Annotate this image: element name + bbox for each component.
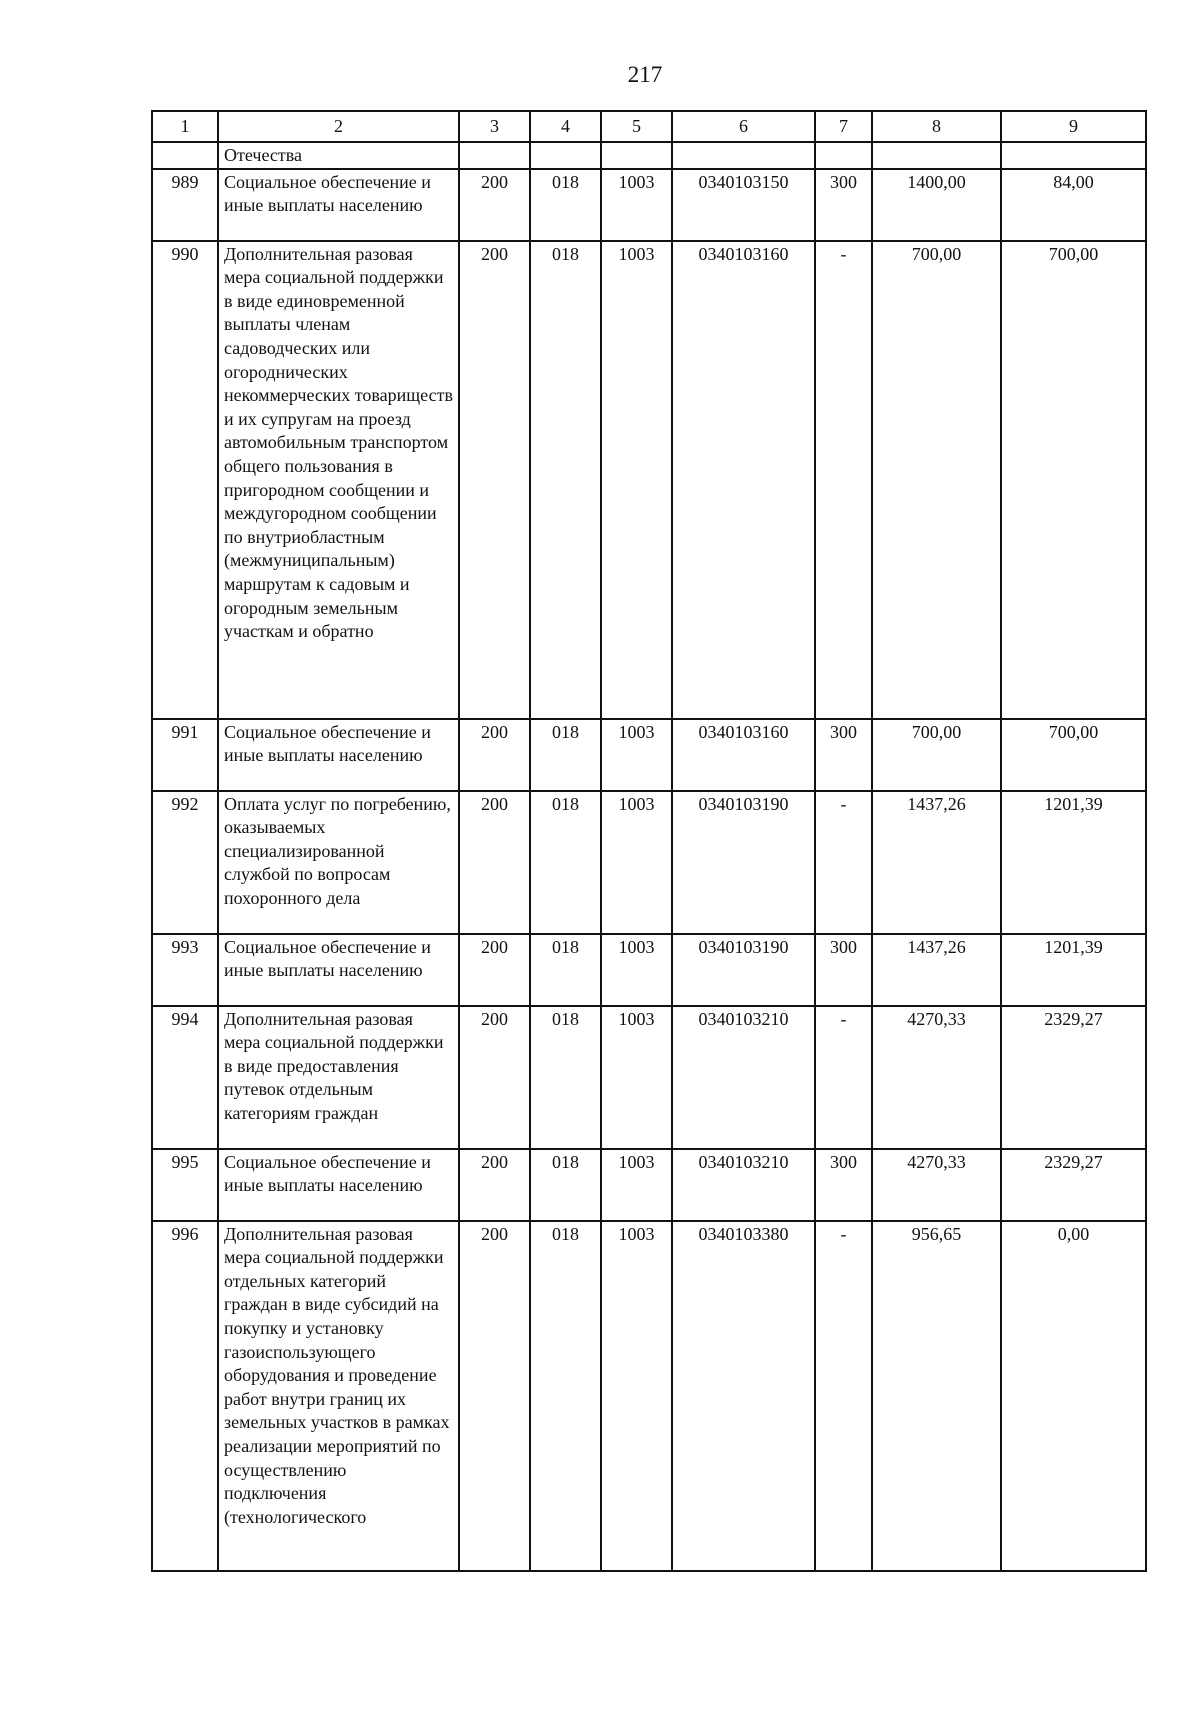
cell-col5: 1003	[601, 1006, 672, 1149]
cell-col6: 0340103150	[672, 169, 815, 241]
table-row	[152, 791, 1146, 934]
cell-col7: -	[815, 1006, 872, 1149]
table-header-row	[152, 111, 1146, 142]
cell-col7: 300	[815, 1149, 872, 1221]
row-description: Социальное обеспечение и иные выплаты населению	[218, 719, 459, 791]
column-header: 8	[872, 111, 1001, 142]
column-header: 4	[530, 111, 601, 142]
cell-col8: 1437,26	[872, 934, 1001, 1006]
column-header: 5	[601, 111, 672, 142]
cell-col3: 200	[459, 1149, 530, 1221]
cell-col3: 200	[459, 1006, 530, 1149]
cell-col8: 956,65	[872, 1221, 1001, 1571]
cell-col3: 200	[459, 791, 530, 934]
cell-col4: 018	[530, 934, 601, 1006]
row-description: Дополнительная разовая мера социальной поддержки отдельных категорий граждан в виде субсидий на покупку и установку газоиспользующего оборудования и проведение работ внутри границ их земельных участков в рамках реализации мероприятий по осуществлению подключения (технологического	[218, 1221, 459, 1571]
cell-col3: 200	[459, 934, 530, 1006]
table-row	[152, 719, 1146, 791]
row-description: Социальное обеспечение и иные выплаты населению	[218, 1149, 459, 1221]
cell-col7: -	[815, 241, 872, 719]
cell-col4: 018	[530, 1221, 601, 1571]
table-row-continuation	[152, 142, 1146, 169]
cell-col9: 700,00	[1001, 719, 1146, 791]
row-number: 992	[152, 791, 218, 934]
cell-col4: 018	[530, 169, 601, 241]
cell-col9: 84,00	[1001, 169, 1146, 241]
row-number: 994	[152, 1006, 218, 1149]
budget-table	[151, 110, 1147, 1572]
cell-col8: 1400,00	[872, 169, 1001, 241]
cell-col9: 0,00	[1001, 1221, 1146, 1571]
cell-col7: 300	[815, 719, 872, 791]
cell-col9: 2329,27	[1001, 1006, 1146, 1149]
table-row	[152, 1149, 1146, 1221]
row-description: Оплата услуг по погребению, оказываемых специализированной службой по вопросам похоронного дела	[218, 791, 459, 934]
table-row	[152, 1221, 1146, 1571]
row-number: 989	[152, 169, 218, 241]
column-header: 7	[815, 111, 872, 142]
column-header: 2	[218, 111, 459, 142]
cell-col6: 0340103210	[672, 1006, 815, 1149]
table-row	[152, 1006, 1146, 1149]
cell-col9: 700,00	[1001, 241, 1146, 719]
cell-col8: 4270,33	[872, 1006, 1001, 1149]
row-number: 993	[152, 934, 218, 1006]
cell-col7: -	[815, 1221, 872, 1571]
cell-col7: 300	[815, 169, 872, 241]
cell-col4: 018	[530, 791, 601, 934]
cell-col4: 018	[530, 241, 601, 719]
cell-col3: 200	[459, 719, 530, 791]
cell-col4: 018	[530, 1006, 601, 1149]
cell-col5: 1003	[601, 934, 672, 1006]
cell-col5: 1003	[601, 1149, 672, 1221]
row-description: Социальное обеспечение и иные выплаты населению	[218, 169, 459, 241]
column-header: 6	[672, 111, 815, 142]
cell-col9: 1201,39	[1001, 791, 1146, 934]
cell-col6: 0340103380	[672, 1221, 815, 1571]
row-description: Дополнительная разовая мера социальной поддержки в виде предоставления путевок отдельным категориям граждан	[218, 1006, 459, 1149]
column-header: 3	[459, 111, 530, 142]
row-description: Отечества	[218, 142, 459, 169]
cell-col3: 200	[459, 1221, 530, 1571]
cell-col3: 200	[459, 169, 530, 241]
cell-col4: 018	[530, 1149, 601, 1221]
page-number: 217	[627, 62, 663, 87]
cell-col6: 0340103160	[672, 241, 815, 719]
cell-col6: 0340103190	[672, 934, 815, 1006]
cell-col5: 1003	[601, 169, 672, 241]
column-header: 1	[152, 111, 218, 142]
cell-col8: 1437,26	[872, 791, 1001, 934]
cell-col8: 4270,33	[872, 1149, 1001, 1221]
cell-col7: -	[815, 791, 872, 934]
cell-col7: 300	[815, 934, 872, 1006]
cell-col9: 2329,27	[1001, 1149, 1146, 1221]
cell-col5: 1003	[601, 719, 672, 791]
row-description: Социальное обеспечение и иные выплаты населению	[218, 934, 459, 1006]
cell-col4: 018	[530, 719, 601, 791]
cell-col5: 1003	[601, 791, 672, 934]
cell-col8: 700,00	[872, 241, 1001, 719]
cell-col6: 0340103190	[672, 791, 815, 934]
table-row	[152, 241, 1146, 719]
row-number: 995	[152, 1149, 218, 1221]
cell-col5: 1003	[601, 1221, 672, 1571]
cell-col5: 1003	[601, 241, 672, 719]
cell-col3: 200	[459, 241, 530, 719]
column-header: 9	[1001, 111, 1146, 142]
row-description: Дополнительная разовая мера социальной поддержки в виде единовременной выплаты членам садоводческих или огороднических некоммерческих товариществ и их супругам на проезд автомобильным транспортом общего пользования в пригородном сообщении и междугородном сообщении по внутриобластным (межмуниципальным) маршрутам к садовым и огородным земельным участкам и обратно	[218, 241, 459, 719]
row-number: 996	[152, 1221, 218, 1571]
row-number: 990	[152, 241, 218, 719]
cell-col8: 700,00	[872, 719, 1001, 791]
table-row	[152, 169, 1146, 241]
cell-col9: 1201,39	[1001, 934, 1146, 1006]
cell-col6: 0340103160	[672, 719, 815, 791]
row-number: 991	[152, 719, 218, 791]
cell-col6: 0340103210	[672, 1149, 815, 1221]
table-row	[152, 934, 1146, 1006]
